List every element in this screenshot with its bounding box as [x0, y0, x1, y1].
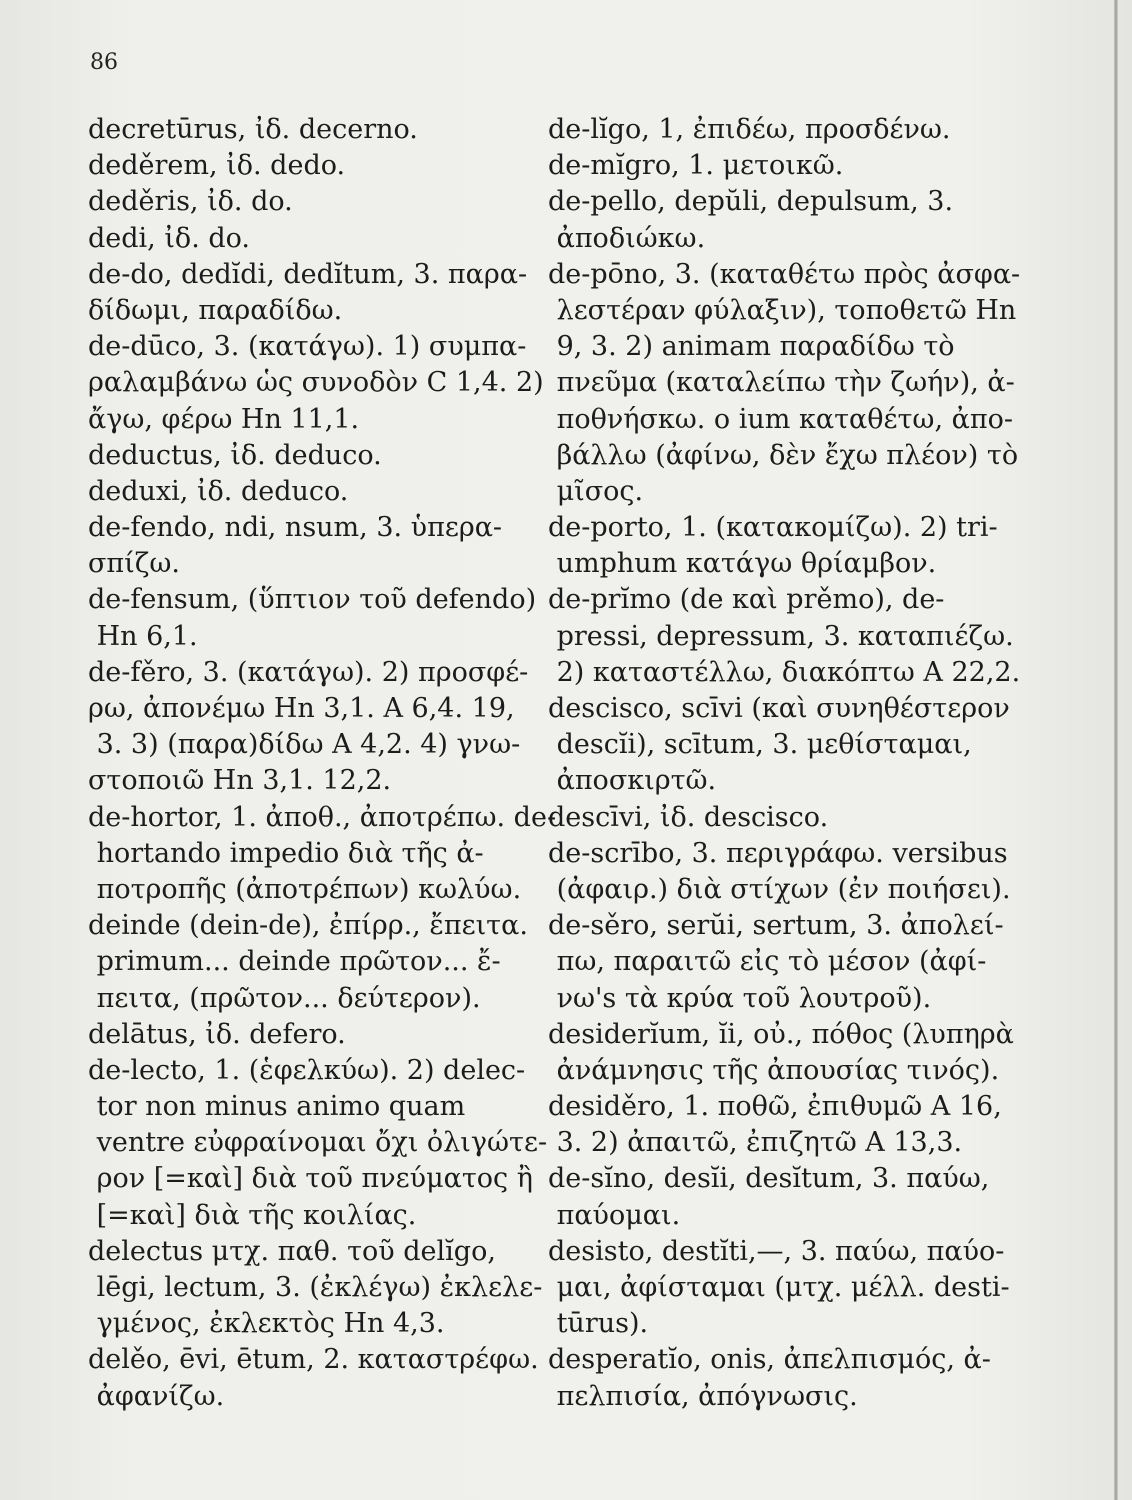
dictionary-line: ρον [=καὶ] διὰ τοῦ πνεύματος ἢ: [88, 1163, 533, 1195]
dictionary-line: σπίζω.: [88, 548, 180, 580]
dictionary-line: πνεῦμα (καταλείπω τὴν ζωήν), ἀ-: [548, 367, 1015, 399]
dictionary-line: de-sěro, serŭi, sertum, 3. ἀπολεί-: [548, 910, 1004, 942]
dictionary-line: descisco, scīvi (καὶ συνηθέστερον: [548, 693, 1010, 724]
dictionary-line: de-sĭno, desĭi, desĭtum, 3. παύω,: [548, 1163, 990, 1195]
dictionary-line: ρω, ἀπονέμω Hn 3,1. A 6,4. 19,: [88, 693, 515, 724]
dictionary-line: ραλαμβάνω ὡς συνοδὸν C 1,4. 2): [88, 367, 544, 399]
dictionary-line: [=καὶ] διὰ τῆς κοιλίας.: [88, 1199, 417, 1231]
dictionary-line: γμένος, ἐκλεκτὸς Hn 4,3.: [88, 1308, 445, 1340]
dictionary-line: deduxi, ἰδ. deduco.: [88, 475, 349, 507]
dictionary-line: desiderĭum, ĭi, οὐ., πόθος (λυπηρὰ: [548, 1018, 1014, 1050]
dictionary-line: νω's τὰ κρύα τοῦ λουτροῦ).: [548, 982, 932, 1014]
dictionary-line: de-pello, depŭli, depulsum, 3.: [548, 186, 954, 218]
dictionary-line: 3. 2) ἀπαιτῶ, ἐπιζητῶ A 13,3.: [548, 1127, 963, 1159]
dictionary-line: de-lecto, 1. (ἑφελκύω). 2) delec-: [88, 1054, 526, 1086]
dictionary-line: πειτα, (πρῶτον... δεύτερον).: [88, 982, 481, 1014]
dictionary-line: primum... deinde πρῶτον... ἔ-: [88, 946, 501, 978]
dictionary-line: ἀφανίζω.: [88, 1380, 225, 1412]
dictionary-line: de-scrībo, 3. περιγράφω. versibus: [548, 837, 1008, 869]
dictionary-line: de-pōno, 3. (καταθέτω πρὸς ἀσφα-: [548, 258, 1021, 290]
dictionary-line: de-fendo, ndi, nsum, 3. ὑπερα-: [88, 512, 503, 544]
left-column: [88, 112, 557, 1415]
dictionary-line: δίδωμι, παραδίδω.: [88, 294, 343, 326]
dictionary-line: de-do, dedĭdi, dedĭtum, 3. παρα-: [88, 258, 528, 290]
dictionary-line: στοποιῶ Hn 3,1. 12,2.: [88, 765, 392, 797]
dictionary-line: de-hortor, 1. ἀποθ., ἀποτρέπω. de-: [88, 801, 557, 833]
dictionary-line: Hn 6,1.: [88, 620, 198, 652]
dictionary-line: λεστέραν φύλαξιν), τοποθετῶ Hn: [548, 294, 1017, 326]
dictionary-line: de-fensum, (ὕπτιον τοῦ defendo): [88, 584, 537, 616]
dictionary-line: de-porto, 1. (κατακομίζω). 2) tri-: [548, 512, 998, 544]
dictionary-line: pressi, depressum, 3. καταπιέζω.: [548, 620, 1014, 652]
dictionary-line: (ἀφαιρ.) διὰ στίχων (ἐν ποιήσει).: [548, 873, 1011, 905]
dictionary-line: 3. 3) (παρα)δίδω A 4,2. 4) γνω-: [88, 729, 521, 761]
dictionary-line: umphum κατάγω θρίαμβον.: [548, 548, 937, 580]
dictionary-line: μαι, ἀφίσταμαι (μτχ. μέλλ. desti-: [548, 1272, 1010, 1303]
dictionary-line: ἄγω, φέρω Hn 11,1.: [88, 403, 360, 435]
dictionary-line: desisto, destĭti,—, 3. παύω, παύο-: [548, 1235, 1005, 1267]
right-column: [548, 112, 1021, 1415]
dictionary-line: ἀποσκιρτῶ.: [548, 765, 717, 797]
dictionary-line: delěo, ēvi, ētum, 2. καταστρέφω.: [88, 1344, 539, 1376]
dictionary-line: lēgi, lectum, 3. (ἐκλέγω) ἐκλελε-: [88, 1272, 543, 1303]
dictionary-line: desperatĭo, onis, ἀπελπισμός, ἀ-: [548, 1344, 991, 1376]
dictionary-line: descĭi), scītum, 3. μεθίσταμαι,: [548, 729, 972, 761]
dictionary-line: decretūrus, ἰδ. decerno.: [88, 114, 418, 145]
dictionary-line: de-dūco, 3. (κατάγω). 1) συμπα-: [88, 331, 527, 363]
dictionary-line: ventre εὐφραίνομαι ὄχι ὀλιγώτε-: [88, 1127, 548, 1159]
dictionary-line: ποθνήσκω. o ium καταθέτω, ἀπο-: [548, 403, 1013, 435]
dictionary-line: de-lĭgo, 1, ἐπιδέω, προσδένω.: [548, 114, 951, 145]
page-number: 86: [90, 50, 118, 75]
dictionary-line: 2) καταστέλλω, διακόπτω A 22,2.: [548, 656, 1021, 688]
dictionary-line: μῖσος.: [548, 475, 644, 507]
dictionary-line: ποτροπῆς (ἀποτρέπων) κωλύω.: [88, 873, 522, 905]
dictionary-line: dedi, ἰδ. do.: [88, 222, 250, 254]
dictionary-line: βάλλω (ἀφίνω, δὲν ἔχω πλέον) τὸ: [548, 439, 1019, 471]
dictionary-line: delātus, ἰδ. defero.: [88, 1018, 346, 1050]
dictionary-line: παύομαι.: [548, 1199, 681, 1231]
dictionary-line: desiděro, 1. ποθῶ, ἐπιθυμῶ A 16,: [548, 1091, 1002, 1123]
dictionary-line: deductus, ἰδ. deduco.: [88, 439, 382, 471]
dictionary-line: deinde (dein-de), ἐπίρρ., ἔπειτα.: [88, 910, 528, 942]
dictionary-line: deděris, ἰδ. do.: [88, 186, 293, 218]
dictionary-line: descīvi, ἰδ. descisco.: [548, 801, 829, 833]
dictionary-line: tūrus).: [548, 1308, 649, 1340]
dictionary-line: πω, παραιτῶ εἰς τὸ μέσον (ἀφί-: [548, 946, 987, 978]
dictionary-line: de-prĭmo (de καὶ prěmo), de-: [548, 584, 945, 616]
dictionary-line: πελπισία, ἀπόγνωσις.: [548, 1380, 858, 1412]
dictionary-line: tor non minus animo quam: [88, 1091, 466, 1123]
dictionary-line: delectus μτχ. παθ. τοῦ delĭgo,: [88, 1235, 496, 1267]
dictionary-line: deděrem, ἰδ. dedo.: [88, 150, 346, 182]
dictionary-line: 9, 3. 2) animam παραδίδω τὸ: [548, 331, 955, 363]
dictionary-line: ἀνάμνησις τῆς ἀπουσίας τινός).: [548, 1054, 1000, 1086]
dictionary-line: hortando impedio διὰ τῆς ἀ-: [88, 837, 484, 869]
dictionary-line: de-fěro, 3. (κατάγω). 2) προσφέ-: [88, 656, 529, 688]
dictionary-line: de-mĭgro, 1. μετοικῶ.: [548, 150, 844, 182]
page-spine-edge: [1114, 0, 1118, 1500]
dictionary-line: ἀποδιώκω.: [548, 222, 706, 254]
